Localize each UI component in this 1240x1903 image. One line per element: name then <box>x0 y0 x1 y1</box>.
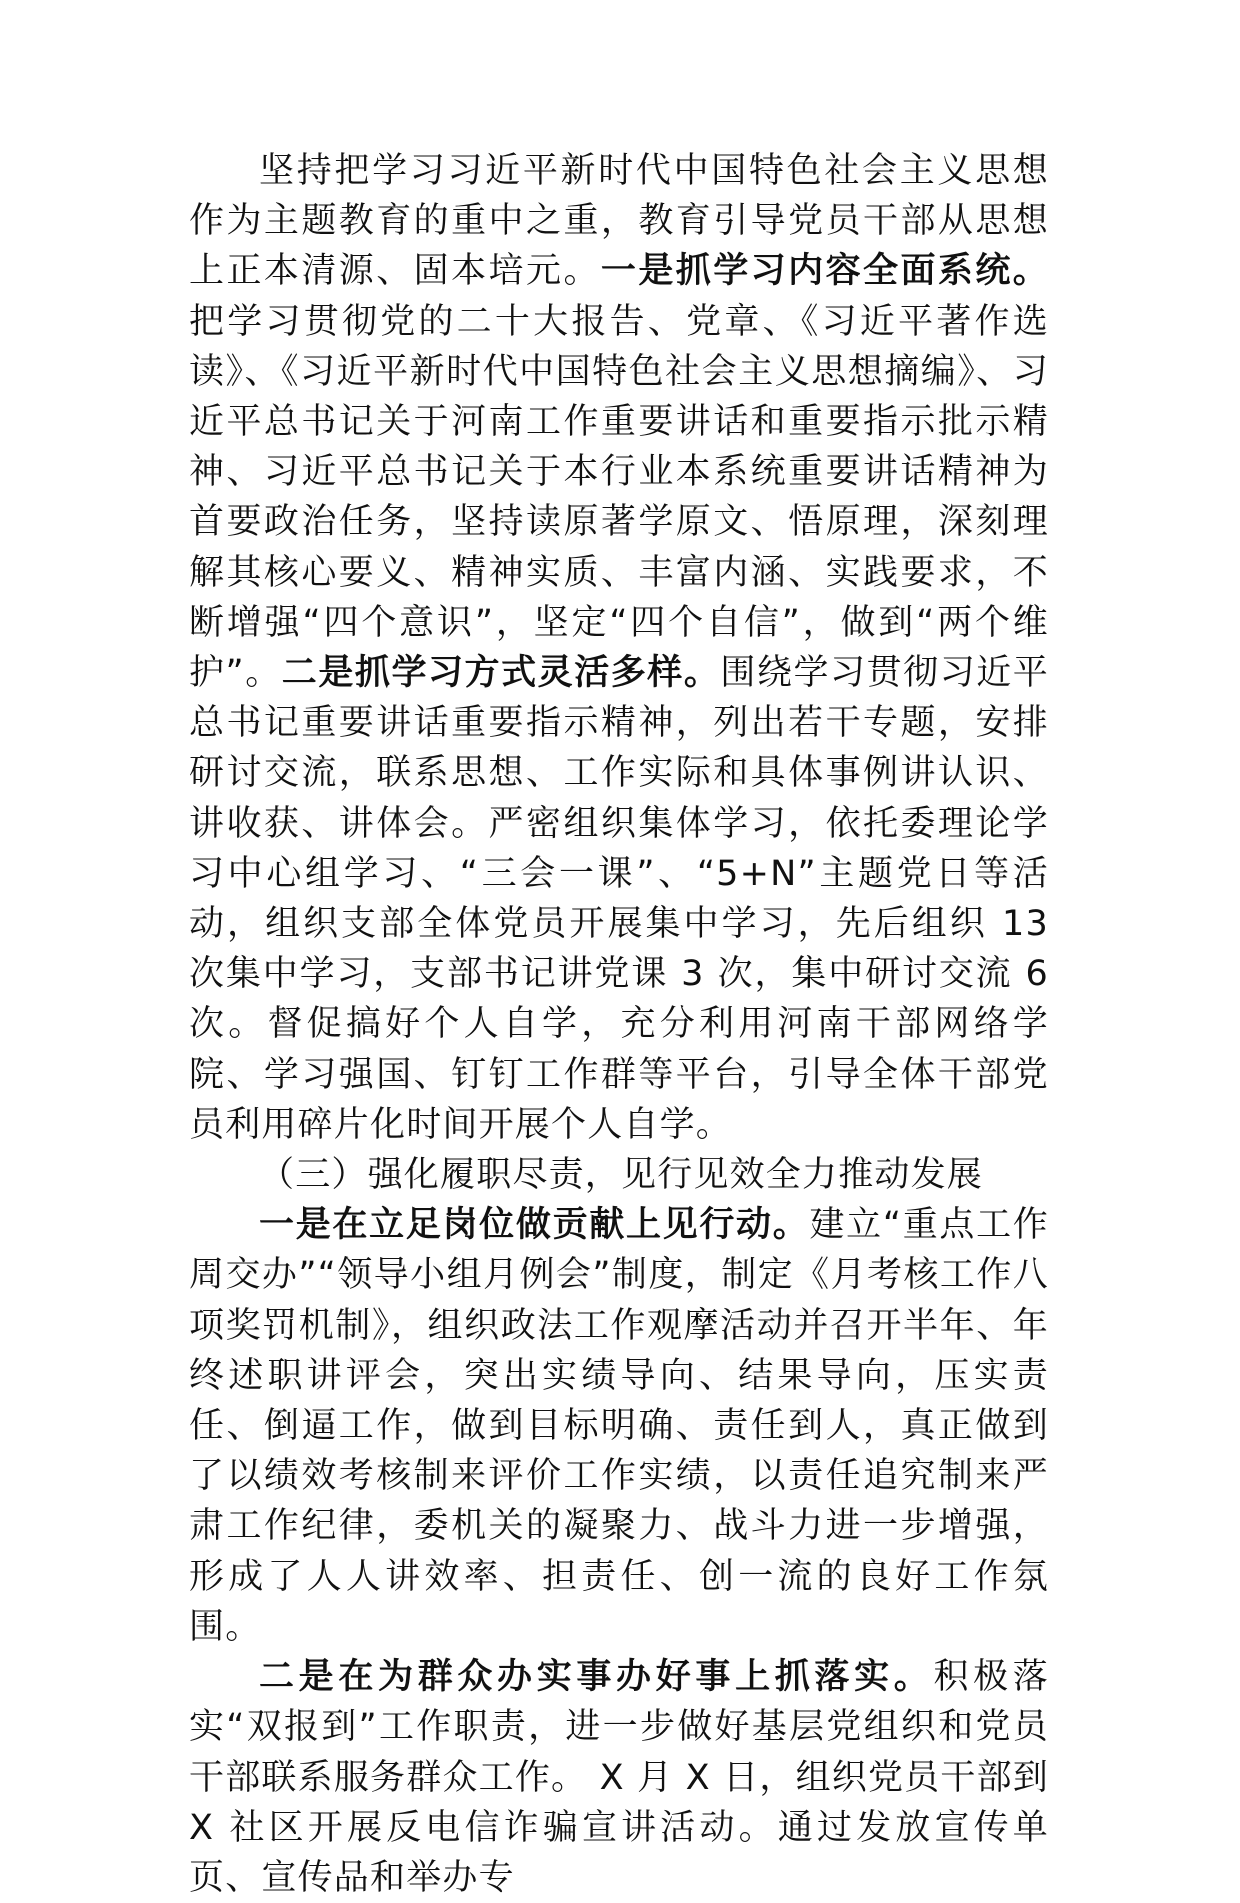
paragraph-service-text: 积极落实“双报到”工作职责，进一步做好基层党组织和党员干部联系服务群众工作。 X 月 X 日，组织党员干部到 X 社区开展反电信诈骗宣讲活动。通过发放宣传单页、宣传品和举办专 <box>189 1657 1049 1898</box>
paragraph-service <box>189 1652 1049 1903</box>
bold-lead-service: 二是在为群众办实事办好事上抓落实。 <box>259 1657 934 1698</box>
document-page <box>189 146 1049 1903</box>
paragraph-duty-text: 建立“重点工作周交办”“领导小组月例会”制度，制定《月考核工作八项奖罚机制》，组织政法工作观摩活动并召开半年、年终述职讲评会，突出实绩导向、结果导向，压实责任、倒逼工作，做到目标明确、责任到人，真正做到了以绩效考核制来评价工作实绩，以责任追究制来严肃工作纪律，委机关的凝聚力、战斗力进一步增强，形成了人人讲效率、担责任、创一流的良好工作氛围。 <box>189 1205 1049 1647</box>
bold-lead-method: 二是抓学习方式灵活多样。 <box>281 653 721 694</box>
paragraph-study-method: 围绕学习贯彻习近平总书记重要讲话重要指示精神，列出若干专题，安排研讨交流，联系思想、工作实际和具体事例讲认识、讲收获、讲体会。严密组织集体学习，依托委理论学习中心组学习、“三会一课”、“5+N”主题党日等活动，组织支部全体党员开展集中学习，先后组织 13 次集中学习，支部书记讲党课 3 次，集中研讨交流 6 次。督促搞好个人自学，充分利用河南干部网络学院、学习强国、钉钉工作群等平台，引导全体干部党员利用碎片化时间开展个人自学。 <box>189 653 1050 1145</box>
bold-lead-duty: 一是在立足岗位做贡献上见行动。 <box>259 1205 810 1246</box>
paragraph-study-intro: 坚持把学习习近平新时代中国特色社会主义思想作为主题教育的重中之重，教育引导党员干部从思想上正本清源、固本培元。 <box>189 151 1049 292</box>
bold-lead-content: 一是抓学习内容全面系统。 <box>600 251 1050 292</box>
paragraph-duty <box>189 1200 1049 1652</box>
paragraph-study <box>189 146 1049 1150</box>
paragraph-study-content: 把学习贯彻党的二十大报告、党章、《习近平著作选读》、《习近平新时代中国特色社会主义思想摘编》、习近平总书记关于河南工作重要讲话和重要指示批示精神、习近平总书记关于本行业本系统重要讲话精神为首要政治任务，坚持读原著学原文、悟原理，深刻理解其核心要义、精神实质、丰富内涵、实践要求，不断增强“四个意识”，坚定“四个自信”，做到“两个维护”。 <box>189 301 1049 694</box>
section-heading-3: （三）强化履职尽责，见行见效全力推动发展 <box>259 1155 984 1196</box>
